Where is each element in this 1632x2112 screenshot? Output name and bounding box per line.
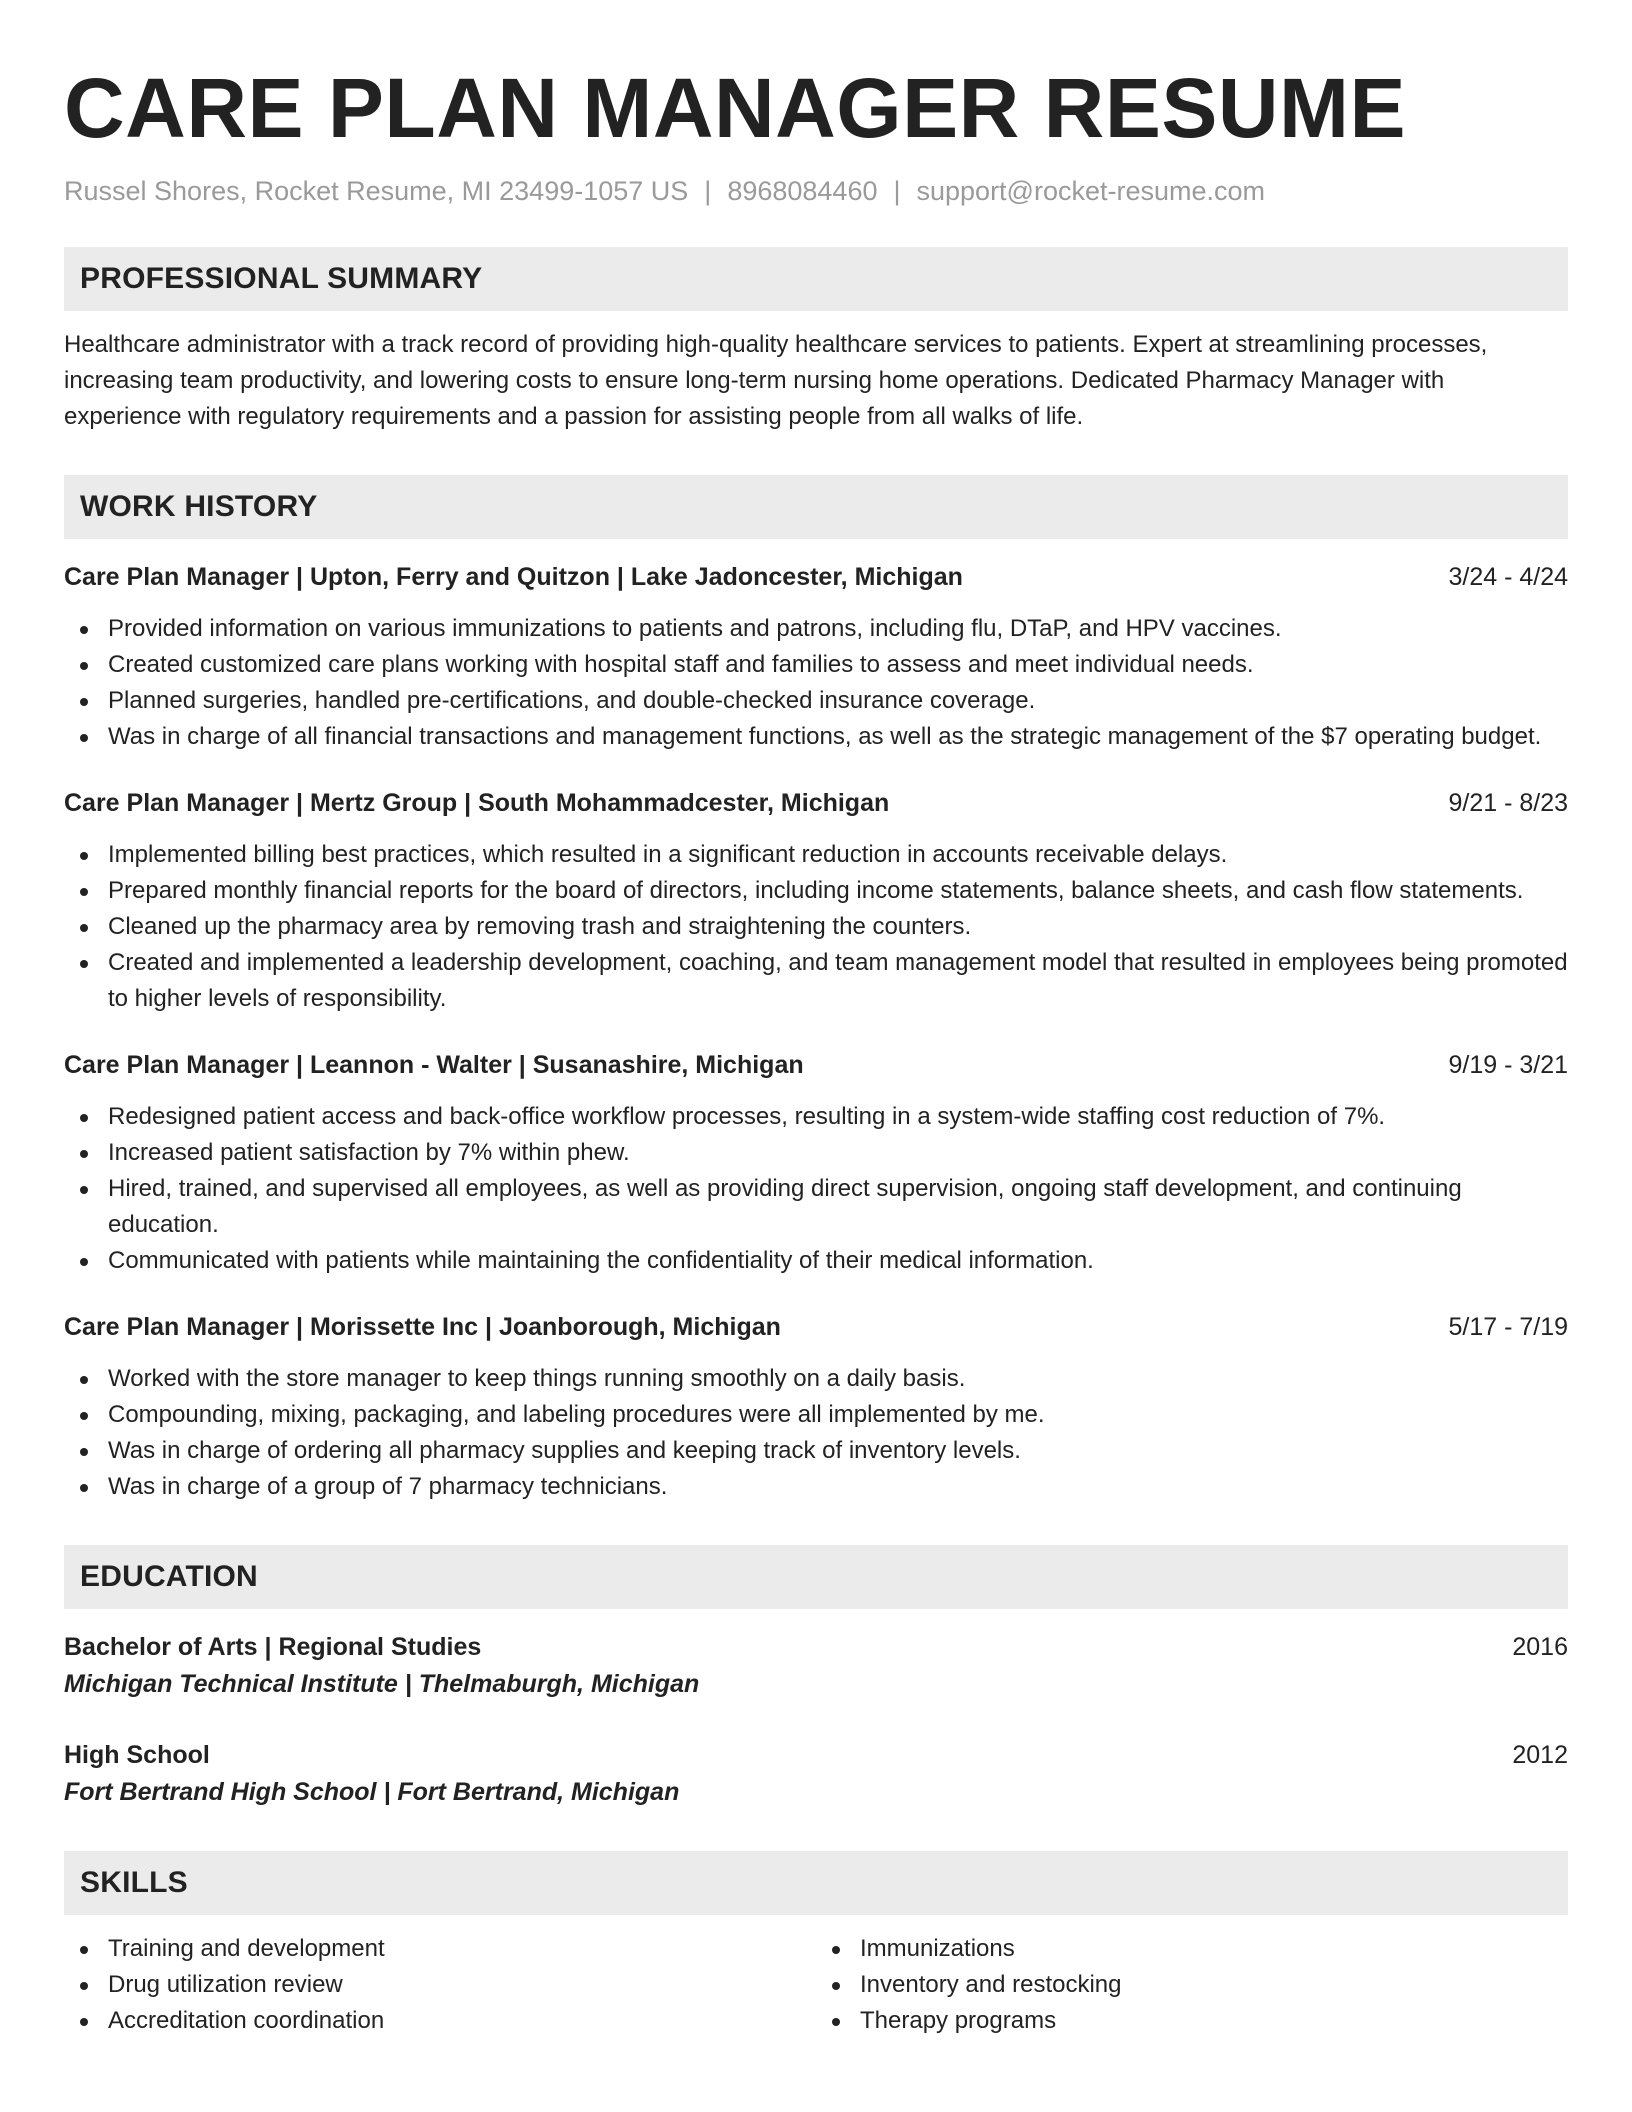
contact-separator: |	[704, 176, 712, 206]
job-title: Care Plan Manager | Upton, Ferry and Quitzon | Lake Jadoncester, Michigan	[64, 563, 963, 591]
skill-item: Accreditation coordination	[64, 2003, 816, 2039]
job-dates: 5/17 - 7/19	[1448, 1313, 1568, 1341]
education-section-header	[64, 1545, 1568, 1609]
job-bullet: Implemented billing best practices, which resulted in a significant reduction in accounts receivable delays.	[64, 837, 1568, 873]
skill-item: Training and development	[64, 1931, 816, 1967]
job-entry	[64, 1309, 1568, 1505]
job-entry	[64, 1047, 1568, 1279]
education-school: Fort Bertrand High School | Fort Bertrand, Michigan	[64, 1778, 680, 1806]
job-bullet: Was in charge of all financial transactions and management functions, as well as the strategic management of the $7 operating budget.	[64, 719, 1568, 755]
job-bullet: Communicated with patients while maintaining the confidentiality of their medical information.	[64, 1243, 1568, 1279]
job-bullet: Redesigned patient access and back-office workflow processes, resulting in a system-wide staffing cost reduction of 7%.	[64, 1099, 1568, 1135]
job-bullet: Compounding, mixing, packaging, and labeling procedures were all implemented by me.	[64, 1397, 1568, 1433]
job-bullet: Was in charge of ordering all pharmacy supplies and keeping track of inventory levels.	[64, 1433, 1568, 1469]
job-dates: 9/21 - 8/23	[1448, 789, 1568, 817]
contact-separator: |	[893, 176, 901, 206]
job-bullet: Worked with the store manager to keep things running smoothly on a daily basis.	[64, 1361, 1568, 1397]
job-entry	[64, 559, 1568, 755]
job-title: Care Plan Manager | Morissette Inc | Joanborough, Michigan	[64, 1313, 781, 1341]
education-entry	[64, 1629, 1568, 1703]
education-degree: Bachelor of Arts | Regional Studies	[64, 1633, 482, 1661]
skills-column-left	[64, 1931, 816, 2039]
contact-line	[64, 176, 1568, 207]
skill-item: Drug utilization review	[64, 1967, 816, 2003]
job-bullets	[64, 1361, 1568, 1505]
skills-heading: SKILLS	[80, 1866, 188, 1899]
job-entry	[64, 785, 1568, 1017]
job-bullet: Hired, trained, and supervised all employees, as well as providing direct supervision, ongoing staff development, and continuing education.	[64, 1171, 1568, 1243]
job-dates: 3/24 - 4/24	[1448, 563, 1568, 591]
job-bullet: Created and implemented a leadership development, coaching, and team management model that resulted in employees being promoted to higher levels of responsibility.	[64, 945, 1568, 1017]
work-section-header	[64, 475, 1568, 539]
job-bullets	[64, 611, 1568, 755]
education-entry	[64, 1737, 1568, 1811]
summary-section-header	[64, 247, 1568, 311]
job-bullet: Planned surgeries, handled pre-certifications, and double-checked insurance coverage.	[64, 683, 1568, 719]
skill-item: Inventory and restocking	[816, 1967, 1568, 2003]
job-bullets	[64, 1099, 1568, 1279]
job-bullet: Prepared monthly financial reports for the board of directors, including income statements, balance sheets, and cash flow statements.	[64, 873, 1568, 909]
skill-item: Immunizations	[816, 1931, 1568, 1967]
job-dates: 9/19 - 3/21	[1448, 1051, 1568, 1079]
contact-email: support@rocket-resume.com	[916, 176, 1266, 206]
job-bullet: Increased patient satisfaction by 7% within phew.	[64, 1135, 1568, 1171]
skill-item: Therapy programs	[816, 2003, 1568, 2039]
resume-title: CARE PLAN MANAGER RESUME	[64, 61, 1407, 155]
work-heading: WORK HISTORY	[80, 490, 318, 523]
skills-column-right	[816, 1931, 1568, 2039]
job-bullet: Was in charge of a group of 7 pharmacy technicians.	[64, 1469, 1568, 1505]
job-bullet: Created customized care plans working with hospital staff and families to assess and meet individual needs.	[64, 647, 1568, 683]
skills-list	[64, 1931, 1568, 2039]
education-year: 2012	[1512, 1741, 1568, 1769]
summary-text: Healthcare administrator with a track record of providing high-quality healthcare services to patients. Expert at streamlining processes, increasing team productivity, and lowering costs to ensure long-term nursing home operations. Dedicated Pharmacy Manager with experience with regulatory requirements and a passion for assisting people from all walks of life.	[64, 331, 1488, 430]
job-title: Care Plan Manager | Mertz Group | South Mohammadcester, Michigan	[64, 789, 890, 817]
summary-heading: PROFESSIONAL SUMMARY	[80, 262, 483, 295]
education-degree: High School	[64, 1741, 210, 1769]
education-heading: EDUCATION	[80, 1560, 258, 1593]
job-bullet: Cleaned up the pharmacy area by removing trash and straightening the counters.	[64, 909, 1568, 945]
job-title: Care Plan Manager | Leannon - Walter | Susanashire, Michigan	[64, 1051, 804, 1079]
job-bullets	[64, 837, 1568, 1017]
contact-address: Russel Shores, Rocket Resume, MI 23499-1057 US	[64, 176, 689, 206]
skills-section-header	[64, 1851, 1568, 1915]
education-school: Michigan Technical Institute | Thelmaburgh, Michigan	[64, 1670, 700, 1698]
contact-phone: 8968084460	[727, 176, 878, 206]
education-year: 2016	[1512, 1633, 1568, 1661]
job-bullet: Provided information on various immunizations to patients and patrons, including flu, DTaP, and HPV vaccines.	[64, 611, 1568, 647]
